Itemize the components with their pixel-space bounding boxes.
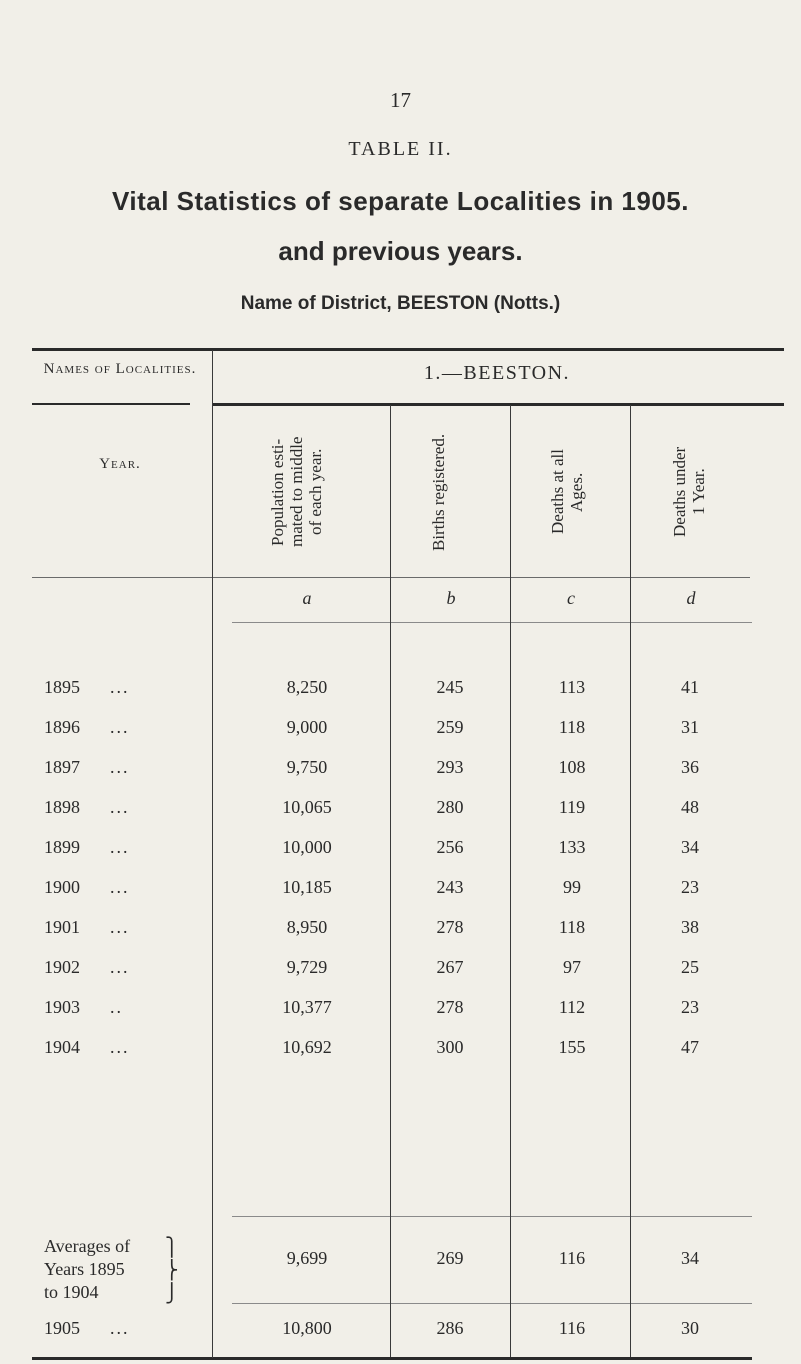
row-deaths-all: 118 <box>558 717 586 737</box>
col-letter-c: c <box>567 588 575 608</box>
row-deaths-all: 133 <box>558 837 586 857</box>
row-dots: ... <box>110 717 130 737</box>
row-deaths-infant: 38 <box>681 917 699 937</box>
page-title: Vital Statistics of separate Localities in 1905. <box>112 186 689 216</box>
row-births: 256 <box>436 837 464 857</box>
row-deaths-infant: 34 <box>681 837 699 857</box>
col-letter-b: b <box>446 588 456 608</box>
col-head-deaths-infant: Deaths under 1 Year. <box>670 446 708 538</box>
header-year: Year. <box>99 456 141 472</box>
page-number: 17 <box>390 88 411 112</box>
avg-deaths-infant: 34 <box>681 1248 699 1268</box>
row-population: 10,000 <box>282 837 332 857</box>
row-population: 10,185 <box>282 877 332 897</box>
row-year: 1902 <box>44 957 80 977</box>
averages-label-line2: Years 1895 <box>44 1259 125 1279</box>
row-births: 243 <box>436 877 464 897</box>
row-births: 300 <box>436 1037 464 1057</box>
row-dots: ... <box>110 757 130 777</box>
row-deaths-all: 97 <box>563 957 581 977</box>
avg-population: 9,699 <box>286 1248 328 1268</box>
table-caption: TABLE II. <box>348 138 453 160</box>
row-population: 10,692 <box>282 1037 332 1057</box>
row-deaths-all: 99 <box>563 877 581 897</box>
row-population: 9,000 <box>286 717 328 737</box>
row-deaths-infant: 36 <box>681 757 699 777</box>
row-year: 1904 <box>44 1037 80 1057</box>
row-deaths-infant: 23 <box>681 877 699 897</box>
current-deaths-infant: 30 <box>681 1318 699 1338</box>
table-row <box>0 797 801 837</box>
row-deaths-infant: 31 <box>681 717 699 737</box>
col-letter-d: d <box>686 588 696 608</box>
letter-rule <box>232 622 752 623</box>
row-dots: .. <box>110 997 123 1017</box>
row-dots: ... <box>110 677 130 697</box>
col-head-population: Population esti- mated to middle of each year. <box>268 436 325 548</box>
row-births: 278 <box>436 917 464 937</box>
row-deaths-infant: 41 <box>681 677 699 697</box>
row-births: 278 <box>436 997 464 1017</box>
current-year-row <box>0 1318 801 1358</box>
row-births: 245 <box>436 677 464 697</box>
header-rule <box>32 403 190 405</box>
row-population: 8,950 <box>286 917 328 937</box>
row-births: 293 <box>436 757 464 777</box>
avg-rule-bottom <box>232 1303 752 1304</box>
table-row <box>0 677 801 717</box>
table-row <box>0 837 801 877</box>
row-year: 1899 <box>44 837 80 857</box>
row-population: 9,750 <box>286 757 328 777</box>
current-deaths-all: 116 <box>558 1318 586 1338</box>
row-year: 1895 <box>44 677 80 697</box>
averages-row <box>0 1248 801 1288</box>
current-population: 10,800 <box>282 1318 332 1338</box>
row-dots: ... <box>110 797 130 817</box>
row-year: 1896 <box>44 717 80 737</box>
row-deaths-all: 155 <box>558 1037 586 1057</box>
header-rule-right <box>212 403 784 406</box>
row-deaths-infant: 23 <box>681 997 699 1017</box>
row-year: 1898 <box>44 797 80 817</box>
averages-brace: ⎫ ⎬ ⎭ <box>165 1237 179 1303</box>
row-deaths-infant: 47 <box>681 1037 699 1057</box>
averages-label-line3: to 1904 <box>44 1282 99 1302</box>
avg-deaths-all: 116 <box>558 1248 586 1268</box>
row-births: 280 <box>436 797 464 817</box>
row-year: 1897 <box>44 757 80 777</box>
table-row <box>0 877 801 917</box>
table-row <box>0 717 801 757</box>
table-row <box>0 757 801 797</box>
row-births: 267 <box>436 957 464 977</box>
row-deaths-all: 112 <box>558 997 586 1017</box>
averages-label-line1: Averages of <box>44 1236 131 1256</box>
page-subtitle: and previous years. <box>278 236 523 266</box>
row-deaths-all: 118 <box>558 917 586 937</box>
top-rule <box>32 348 784 351</box>
row-dots: ... <box>110 1037 130 1057</box>
row-deaths-all: 108 <box>558 757 586 777</box>
header-names-of-localities: Names of Localities. <box>43 361 197 377</box>
table-row <box>0 1037 801 1077</box>
row-dots: ... <box>110 837 130 857</box>
current-year: 1905 <box>44 1318 80 1338</box>
col-letter-a: a <box>302 588 312 608</box>
row-population: 8,250 <box>286 677 328 697</box>
row-population: 9,729 <box>286 957 328 977</box>
row-population: 10,065 <box>282 797 332 817</box>
row-deaths-all: 119 <box>558 797 586 817</box>
row-deaths-all: 113 <box>558 677 586 697</box>
row-deaths-infant: 25 <box>681 957 699 977</box>
column-head-rule <box>32 577 750 578</box>
table-row <box>0 917 801 957</box>
row-deaths-infant: 48 <box>681 797 699 817</box>
row-year: 1901 <box>44 917 80 937</box>
current-dots: ... <box>110 1318 130 1338</box>
avg-rule-top <box>232 1216 752 1217</box>
district-name: Name of District, BEESTON (Notts.) <box>240 293 561 314</box>
row-year: 1903 <box>44 997 80 1017</box>
col-head-births: Births registered. <box>429 433 448 551</box>
col-head-deaths-all: Deaths at all Ages. <box>548 449 586 535</box>
row-births: 259 <box>436 717 464 737</box>
table-row <box>0 997 801 1037</box>
row-dots: ... <box>110 917 130 937</box>
row-dots: ... <box>110 877 130 897</box>
row-year: 1900 <box>44 877 80 897</box>
avg-births: 269 <box>436 1248 464 1268</box>
current-births: 286 <box>436 1318 464 1338</box>
table-row <box>0 957 801 997</box>
row-dots: ... <box>110 957 130 977</box>
header-locality: 1.—BEESTON. <box>423 362 571 384</box>
row-population: 10,377 <box>282 997 332 1017</box>
